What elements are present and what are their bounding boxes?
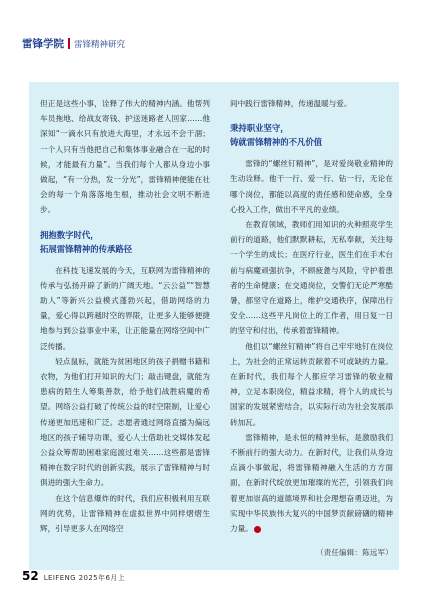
page-number: 52 — [22, 569, 39, 583]
section-heading — [40, 228, 210, 256]
section-title: 雷锋学院 — [22, 38, 64, 50]
section-heading-line: 秉持职业坚守， — [230, 123, 289, 134]
section-heading-line: 拥抱数字时代， — [40, 229, 99, 240]
paragraph: 雷锋的“螺丝钉精神”，是对爱岗敬业精神的生动诠释。他干一行、爱一行、钻一行，无论在哪个岗位，都能以高度的责任感和使命感，全身心投入工作，做出不平凡的业绩。 — [230, 159, 393, 214]
header-divider — [68, 38, 70, 49]
paragraph: 在教育领域，教师们用知识的火种照亮学生前行的道路，他们默默耕耘，无私奉献，关注每一个学生的成长；在医疗行业，医生们在手术台前与病魔顽强抗争，不顾疲惫与风险，守护着患者的生命健康；在交通岗位，交警们无论严寒酷暑，都坚守在道路上，维护交通秩序，保障出行安全……这些平凡岗位上的工作者，用日复一日的坚守和付出，传承着雷锋精神。 — [230, 220, 393, 336]
paragraph: 在科技飞速发展的今天，互联网为雷锋精神的传承与弘扬开辟了新的广阔天地。“云公益”“智慧助人”等新兴公益模式蓬勃兴起，借助网络的力量，爱心得以跨越时空的界限，让更多人能够便捷地参与到公益事业中来，让正能量在网络空间中广泛传播。 — [40, 265, 210, 351]
paragraph: 在这个信息爆炸的时代，我们应积极利用互联网的优势，让雷锋精神在虚拟世界中同样熠熠生辉，引导更多人在网络空 — [40, 493, 210, 534]
paragraph-text: 雷锋精神，是永恒的精神坐标，是激励我们不断前行的强大动力。在新时代，让我们从身边点滴小事做起，将雷锋精神融入生活的方方面面，在新时代绽放更加璀璨的光芒，引领我们向着更加崇高的道德境界和社会理想奋勇迈进，为实现中华民族伟大复兴的中国梦贡献磅礴的精神力量。 — [230, 432, 393, 534]
publication-info: LEIFENG 2025年6月上 — [43, 574, 126, 582]
paragraph: 轻点鼠标，就能为贫困地区的孩子捐赠书籍和衣物，为他们打开知识的大门；敲击键盘，就能为患病的陌生人筹集善款，给予他们战胜病魔的希望。网络公益打破了传统公益的时空限制，让爱心传递更加迅速和广泛。志愿者通过网络直播为偏远地区的孩子辅导功课，爱心人士借助社交媒体发起公益众筹帮助困难家庭渡过难关……这些都是雷锋精神在数字时代的创新实践，展示了雷锋精神与时俱进的强大生命力。 — [40, 356, 210, 488]
section-heading-line: 铸就雷锋精神的不凡价值 — [230, 137, 323, 148]
section-subtitle: 雷锋精神研究 — [74, 39, 126, 50]
section-heading — [230, 121, 393, 149]
page-footer — [22, 569, 125, 583]
end-mark-icon — [254, 526, 261, 533]
article-column-right — [230, 96, 393, 560]
paragraph: 间中践行雷锋精神，传递温暖与爱。 — [230, 99, 352, 108]
article-column-left — [40, 96, 210, 536]
paragraph: 他们以“螺丝钉精神”将自己牢牢地钉在岗位上，为社会的正常运转贡献着不可或缺的力量。在新时代，我们每个人都应学习雷锋的敬业精神，立足本职岗位，精益求精，将个人的成长与国家的发展紧密结合，以实际行动为社会发展添砖加瓦。 — [230, 341, 393, 427]
paragraph: 但正是这些小事，诠释了伟大的精神内涵。他帮列车员拖地、给战友寄钱、护送迷路老人回家……他深知“一滴水只有放进大海里，才永远不会干涸；一个人只有当他把自己和集体事业融合在一起的时候，才能最有力量”。当我们每个人都从身边小事做起，“有一分热，发一分光”，雷锋精神便能在社会的每一个角落落地生根，推动社会文明不断进步。 — [40, 99, 210, 215]
section-heading-line: 拓展雷锋精神的传承路径 — [40, 243, 133, 254]
section-header — [22, 36, 125, 51]
paragraph-final — [230, 430, 393, 536]
editor-signature: （责任编辑：陈远军） — [316, 548, 393, 558]
